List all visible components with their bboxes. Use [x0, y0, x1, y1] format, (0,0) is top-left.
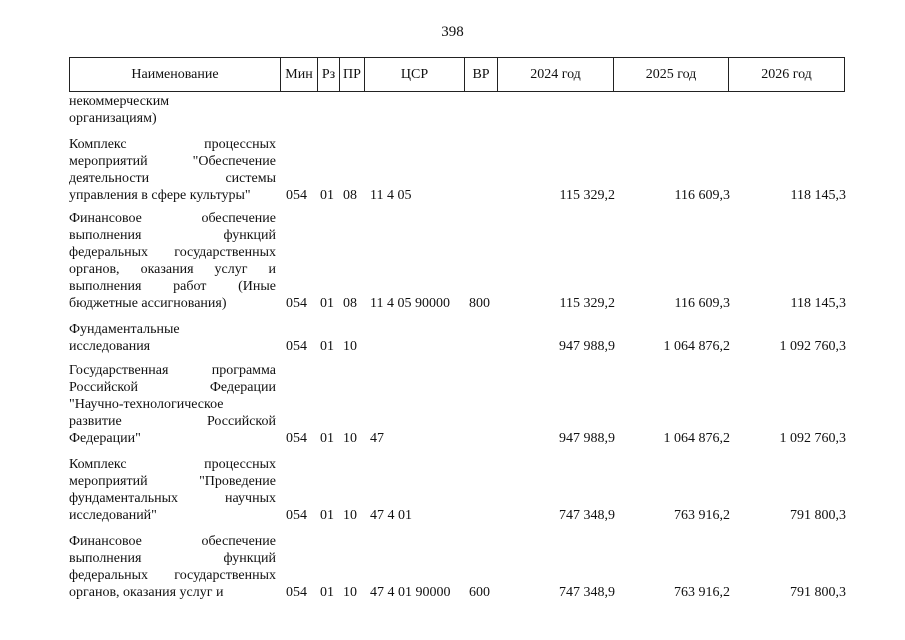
row-name — [69, 93, 276, 127]
row-name — [69, 136, 276, 204]
table-row — [0, 456, 905, 524]
table-row — [0, 93, 905, 127]
column-header-2025: 2025 год — [614, 58, 729, 92]
row-name-line: исследований" — [69, 508, 157, 523]
column-header-min: Мин — [281, 58, 318, 92]
column-header-2026: 2026 год — [729, 58, 845, 92]
cell-vr: 600 — [469, 585, 490, 600]
row-name-line: органов, оказания услуг и — [69, 262, 276, 277]
row-name-line: исследования — [69, 339, 151, 354]
row-name — [69, 456, 276, 524]
cell-csr: 47 — [370, 431, 384, 446]
row-name — [69, 321, 276, 355]
column-header-csr: ЦСР — [365, 58, 465, 92]
row-name-line: некоммерческим — [69, 94, 170, 109]
row-name-line: выполнения функций — [69, 551, 276, 566]
row-name-line: деятельности системы — [69, 171, 276, 186]
row-name-line: Комплекс процессных — [69, 137, 276, 152]
cell-csr: 47 4 01 — [370, 508, 412, 523]
cell-rz: 01 — [320, 508, 334, 523]
row-name-line: развитие Российской — [69, 414, 276, 429]
cell-pr: 08 — [343, 296, 357, 311]
cell-pr: 10 — [343, 339, 357, 354]
cell-pr: 10 — [343, 585, 357, 600]
cell-min: 054 — [286, 431, 307, 446]
row-name-line: мероприятий "Проведение — [69, 474, 276, 489]
row-name-line: Российской Федерации — [69, 380, 276, 395]
row-name-line: федеральных государственных — [69, 245, 276, 260]
cell-csr: 11 4 05 — [370, 188, 412, 203]
row-name-line: Финансовое обеспечение — [69, 534, 276, 549]
column-header-vr: ВР — [465, 58, 498, 92]
cell-y2026: 118 145,3 — [790, 296, 846, 311]
cell-y2024: 115 329,2 — [559, 296, 615, 311]
cell-y2024: 747 348,9 — [559, 508, 615, 523]
row-name — [69, 533, 276, 601]
cell-rz: 01 — [320, 188, 334, 203]
cell-y2024: 115 329,2 — [559, 188, 615, 203]
table-row — [0, 210, 905, 312]
row-name-line: фундаментальных научных — [69, 491, 276, 506]
cell-y2026: 118 145,3 — [790, 188, 846, 203]
cell-y2026: 1 092 760,3 — [779, 431, 846, 446]
column-header-rz: Рз — [318, 58, 340, 92]
cell-y2026: 791 800,3 — [790, 585, 846, 600]
cell-pr: 08 — [343, 188, 357, 203]
cell-csr: 47 4 01 90000 — [370, 585, 451, 600]
column-header-2024: 2024 год — [498, 58, 614, 92]
row-name-line: выполнения работ (Иные — [69, 279, 276, 294]
row-name — [69, 362, 276, 447]
cell-y2025: 1 064 876,2 — [663, 431, 730, 446]
cell-rz: 01 — [320, 585, 334, 600]
cell-y2024: 747 348,9 — [559, 585, 615, 600]
row-name — [69, 210, 276, 312]
table-header — [69, 57, 845, 92]
cell-rz: 01 — [320, 431, 334, 446]
cell-pr: 10 — [343, 508, 357, 523]
cell-y2025: 1 064 876,2 — [663, 339, 730, 354]
cell-min: 054 — [286, 296, 307, 311]
cell-csr: 11 4 05 90000 — [370, 296, 450, 311]
cell-min: 054 — [286, 339, 307, 354]
row-name-line: выполнения функций — [69, 228, 276, 243]
cell-y2024: 947 988,9 — [559, 339, 615, 354]
cell-y2025: 116 609,3 — [674, 296, 730, 311]
row-name-line: органов, оказания услуг и — [69, 585, 224, 600]
cell-y2025: 763 916,2 — [674, 585, 730, 600]
table-row — [0, 321, 905, 355]
cell-min: 054 — [286, 188, 307, 203]
row-name-line: бюджетные ассигнования) — [69, 296, 227, 311]
cell-y2024: 947 988,9 — [559, 431, 615, 446]
table-row — [0, 362, 905, 447]
row-name-line: Фундаментальные — [69, 322, 180, 337]
table-row — [0, 136, 905, 204]
cell-y2026: 1 092 760,3 — [779, 339, 846, 354]
table-row — [0, 533, 905, 601]
row-name-line: Финансовое обеспечение — [69, 211, 276, 226]
row-name-line: управления в сфере культуры" — [69, 188, 251, 203]
cell-rz: 01 — [320, 339, 334, 354]
row-name-line: Государственная программа — [69, 363, 276, 378]
row-name-line: "Научно-технологическое — [69, 397, 224, 412]
row-name-line: Комплекс процессных — [69, 457, 276, 472]
row-name-line: организациям) — [69, 111, 157, 126]
cell-y2026: 791 800,3 — [790, 508, 846, 523]
cell-y2025: 763 916,2 — [674, 508, 730, 523]
row-name-line: федеральных государственных — [69, 568, 276, 583]
column-header-pr: ПР — [340, 58, 365, 92]
cell-min: 054 — [286, 585, 307, 600]
cell-min: 054 — [286, 508, 307, 523]
column-header-name: Наименование — [70, 58, 281, 92]
row-name-line: Федерации" — [69, 431, 141, 446]
cell-rz: 01 — [320, 296, 334, 311]
cell-y2025: 116 609,3 — [674, 188, 730, 203]
page-number: 398 — [441, 24, 464, 40]
cell-pr: 10 — [343, 431, 357, 446]
row-name-line: мероприятий "Обеспечение — [69, 154, 276, 169]
cell-vr: 800 — [469, 296, 490, 311]
